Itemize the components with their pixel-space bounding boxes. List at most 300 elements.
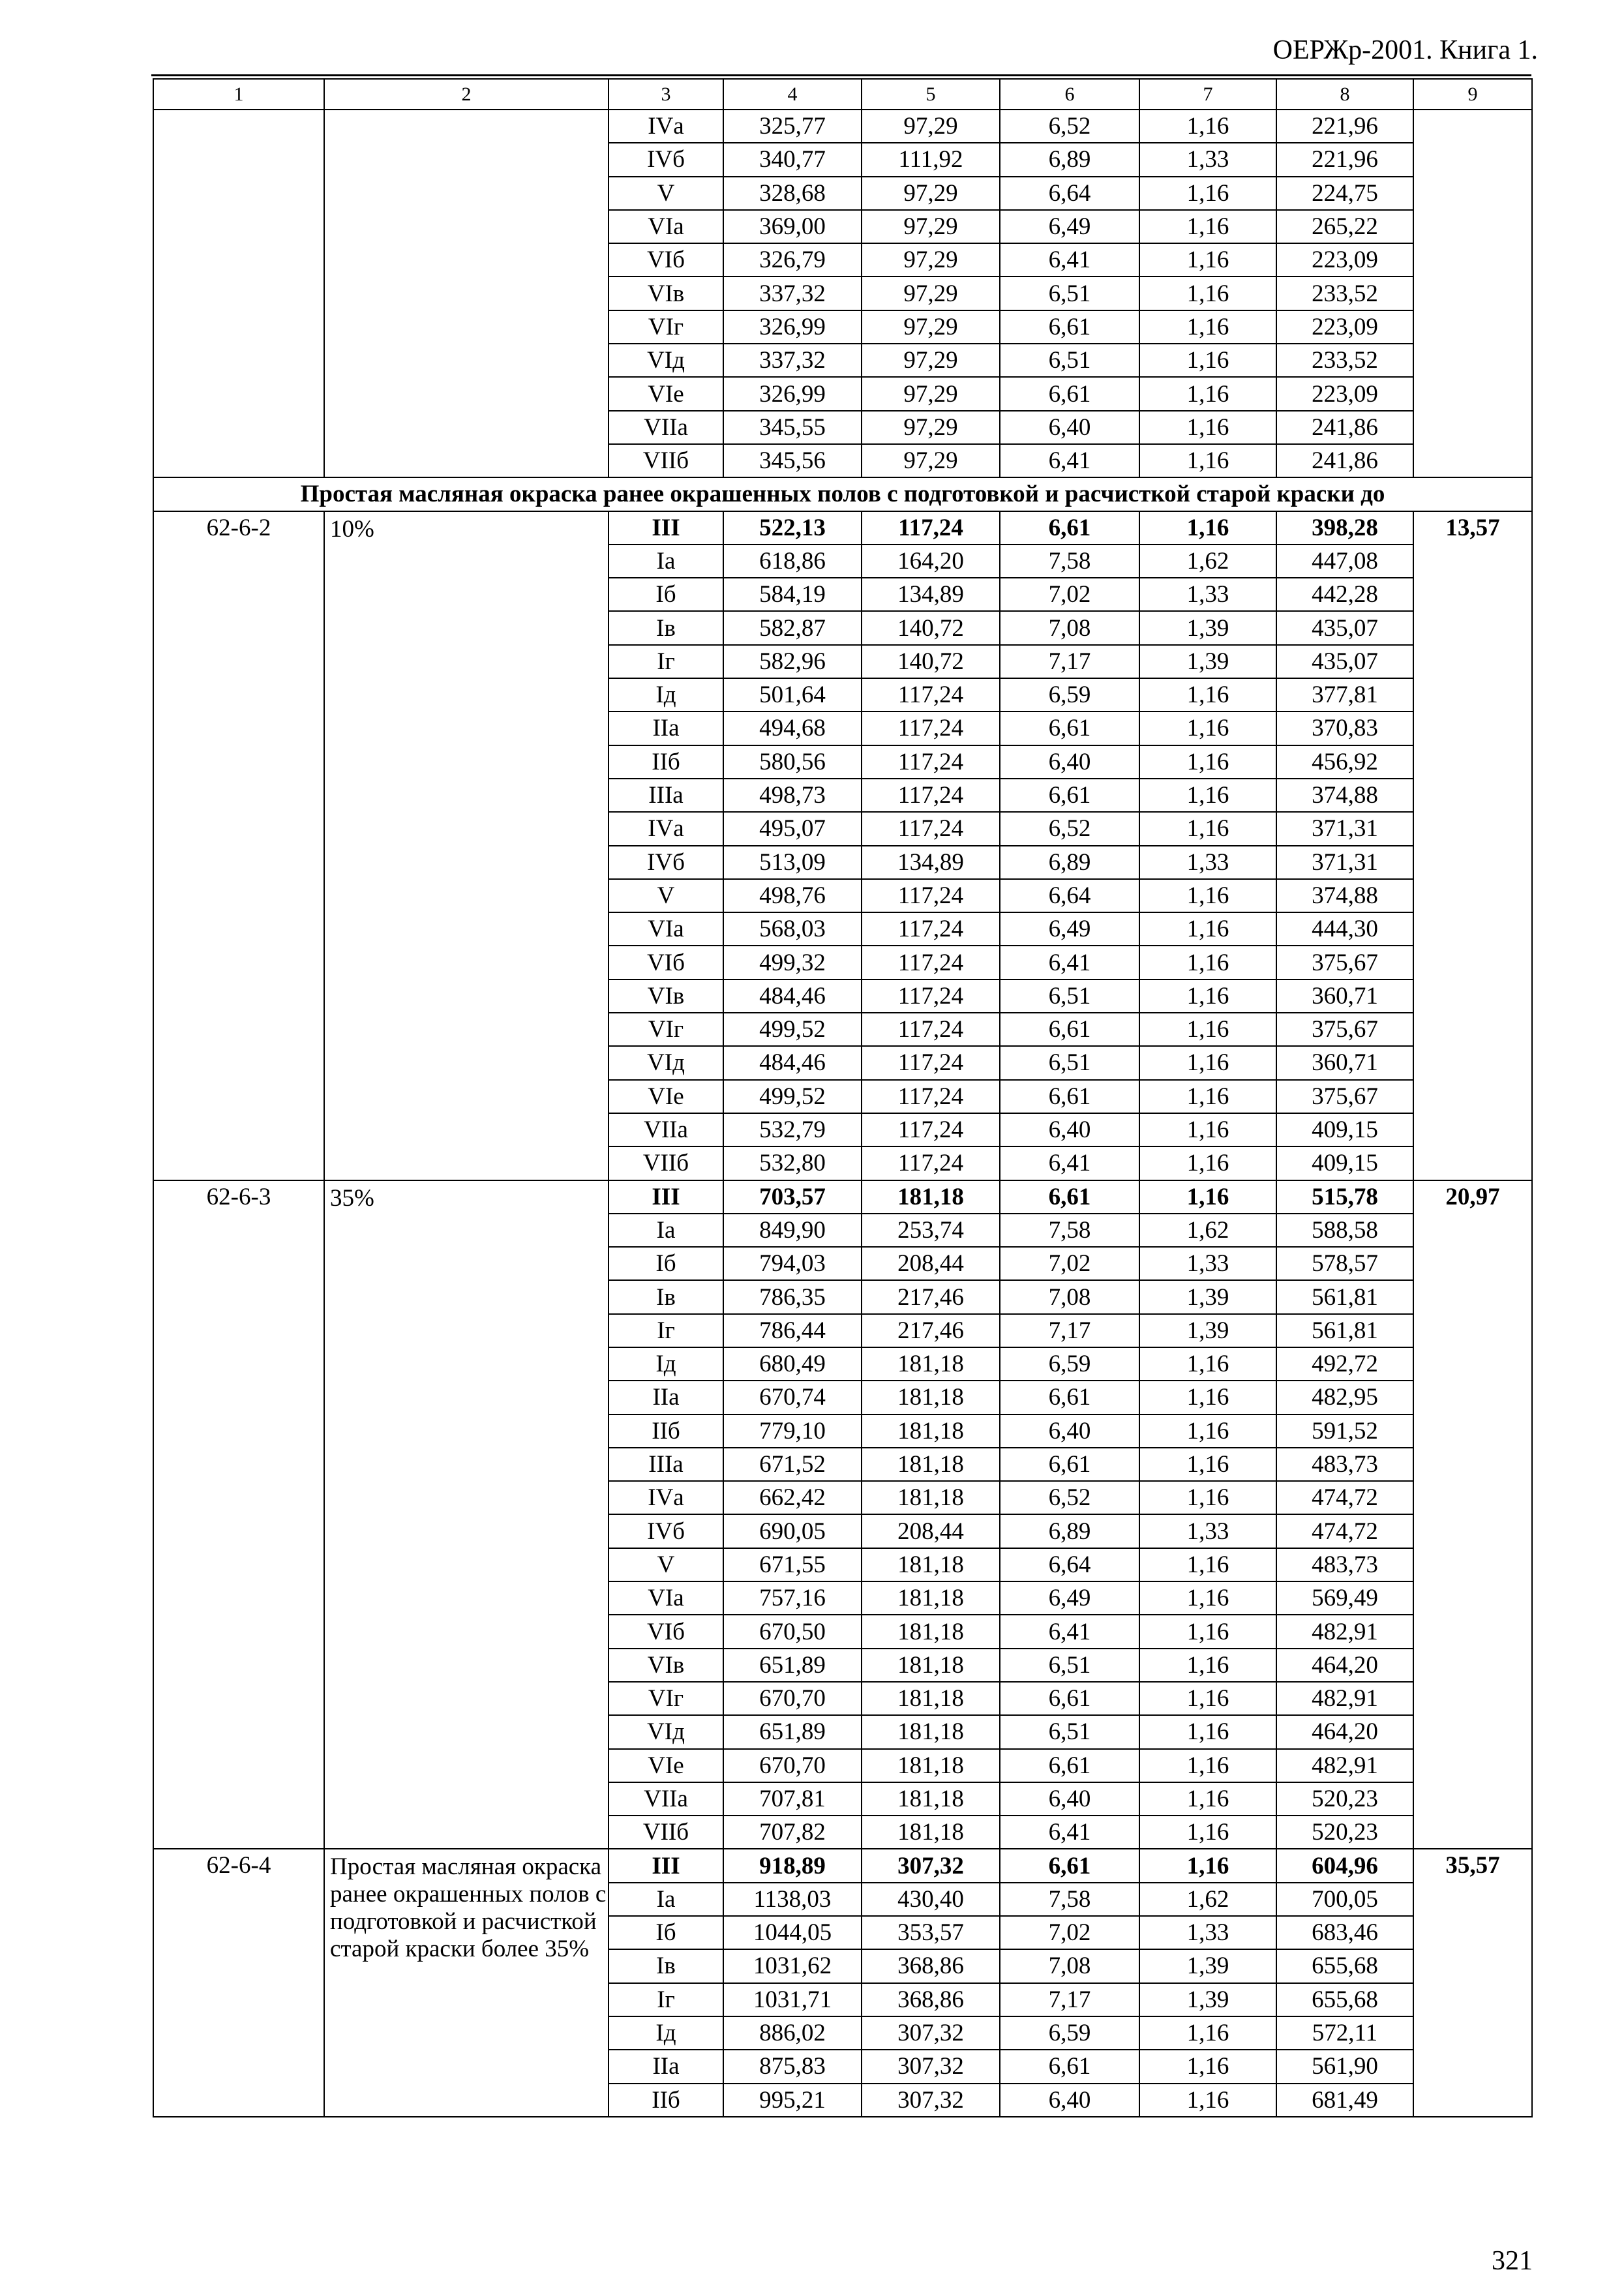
zone-cell: VIIб — [609, 1146, 723, 1180]
value-cell: 375,67 — [1276, 1080, 1413, 1113]
value-cell: 223,09 — [1276, 310, 1413, 344]
table-row — [153, 1849, 1532, 1882]
value-cell: 6,41 — [1000, 243, 1139, 277]
value-cell: 886,02 — [723, 2016, 862, 2050]
value-cell: 6,61 — [1000, 1013, 1139, 1046]
zone-cell: Iд — [609, 678, 723, 711]
value-cell: 371,31 — [1276, 846, 1413, 879]
value-cell: 337,32 — [723, 277, 862, 310]
value-cell: 1,16 — [1139, 812, 1276, 845]
value-cell: 377,81 — [1276, 678, 1413, 711]
zone-cell: VIд — [609, 1715, 723, 1748]
value-cell: 671,55 — [723, 1548, 862, 1581]
value-cell: 368,86 — [862, 1983, 1000, 2016]
value-cell: 97,29 — [862, 177, 1000, 210]
value-cell: 181,18 — [862, 1749, 1000, 1782]
value-cell: 7,02 — [1000, 578, 1139, 611]
value-cell: 1,16 — [1139, 1046, 1276, 1079]
value-cell: 6,64 — [1000, 879, 1139, 912]
value-cell: 6,41 — [1000, 444, 1139, 477]
zone-cell: IIIа — [609, 1448, 723, 1481]
zone-cell: Iв — [609, 1949, 723, 1982]
value-cell: 7,08 — [1000, 1949, 1139, 1982]
zone-cell: VIIа — [609, 411, 723, 444]
value-cell: 757,16 — [723, 1581, 862, 1615]
zone-cell: III — [609, 1180, 723, 1214]
value-cell: 1,39 — [1139, 1280, 1276, 1313]
value-cell: 447,08 — [1276, 545, 1413, 578]
value-cell: 97,29 — [862, 310, 1000, 344]
zone-cell: VIа — [609, 1581, 723, 1615]
value-cell: 582,87 — [723, 611, 862, 644]
value-cell: 1,33 — [1139, 1514, 1276, 1548]
zone-cell: VIб — [609, 1615, 723, 1648]
value-cell: 307,32 — [862, 2084, 1000, 2117]
value-cell: 326,99 — [723, 310, 862, 344]
value-cell: 6,40 — [1000, 745, 1139, 779]
value-cell: 181,18 — [862, 1649, 1000, 1682]
value-cell: 1,16 — [1139, 1715, 1276, 1748]
value-cell: 117,24 — [862, 1046, 1000, 1079]
zone-cell: VIв — [609, 277, 723, 310]
value-cell: 569,49 — [1276, 1581, 1413, 1615]
value-cell: 561,90 — [1276, 2050, 1413, 2083]
zone-cell: Iг — [609, 1983, 723, 2016]
zone-cell: IVа — [609, 110, 723, 143]
value-cell: 1,39 — [1139, 1949, 1276, 1982]
value-cell: 360,71 — [1276, 1046, 1413, 1079]
value-cell: 1,16 — [1139, 1381, 1276, 1414]
value-cell: 117,24 — [862, 678, 1000, 711]
value-cell: 435,07 — [1276, 611, 1413, 644]
column-number: 7 — [1139, 79, 1276, 110]
value-cell: 513,09 — [723, 846, 862, 879]
table-row — [153, 511, 1532, 545]
column-number: 2 — [324, 79, 609, 110]
value-cell: 1,16 — [1139, 2084, 1276, 2117]
value-cell: 140,72 — [862, 645, 1000, 678]
value-cell: 6,52 — [1000, 1481, 1139, 1514]
value-cell: 670,50 — [723, 1615, 862, 1648]
value-cell: 6,51 — [1000, 1715, 1139, 1748]
table-row — [153, 1180, 1532, 1214]
column-number: 6 — [1000, 79, 1139, 110]
value-cell: 1,62 — [1139, 545, 1276, 578]
value-cell: 6,64 — [1000, 177, 1139, 210]
zone-cell: VIд — [609, 1046, 723, 1079]
value-cell: 6,61 — [1000, 711, 1139, 745]
value-cell: 499,32 — [723, 946, 862, 979]
value-cell: 97,29 — [862, 277, 1000, 310]
value-cell: 1,39 — [1139, 1314, 1276, 1347]
value-cell: 6,61 — [1000, 1080, 1139, 1113]
value-cell: 1,16 — [1139, 344, 1276, 377]
zone-cell: VIа — [609, 912, 723, 946]
value-cell: 670,70 — [723, 1749, 862, 1782]
value-cell: 6,41 — [1000, 1615, 1139, 1648]
value-cell: 223,09 — [1276, 243, 1413, 277]
value-cell: 494,68 — [723, 711, 862, 745]
value-cell: 369,00 — [723, 210, 862, 243]
zone-cell: Iб — [609, 578, 723, 611]
value-cell: 181,18 — [862, 1816, 1000, 1849]
col9-cell: 35,57 — [1413, 1849, 1532, 2116]
value-cell: 1031,62 — [723, 1949, 862, 1982]
value-cell: 1,16 — [1139, 779, 1276, 812]
zone-cell: VIг — [609, 310, 723, 344]
value-cell: 1,16 — [1139, 377, 1276, 410]
value-cell: 97,29 — [862, 411, 1000, 444]
zone-cell: Iб — [609, 1247, 723, 1280]
value-cell: 117,24 — [862, 511, 1000, 545]
value-cell: 651,89 — [723, 1649, 862, 1682]
value-cell: 97,29 — [862, 110, 1000, 143]
value-cell: 1,16 — [1139, 1615, 1276, 1648]
value-cell: 307,32 — [862, 2016, 1000, 2050]
value-cell: 1,33 — [1139, 578, 1276, 611]
zone-cell: VIIа — [609, 1113, 723, 1146]
value-cell: 6,52 — [1000, 110, 1139, 143]
value-cell: 340,77 — [723, 143, 862, 176]
value-cell: 520,23 — [1276, 1782, 1413, 1816]
value-cell: 7,17 — [1000, 645, 1139, 678]
value-cell: 501,64 — [723, 678, 862, 711]
column-number: 4 — [723, 79, 862, 110]
value-cell: 1,16 — [1139, 1180, 1276, 1214]
value-cell: 918,89 — [723, 1849, 862, 1882]
zone-cell: VIIб — [609, 444, 723, 477]
zone-cell: IIIа — [609, 779, 723, 812]
zone-cell: IVа — [609, 812, 723, 845]
col9-cell: 20,97 — [1413, 1180, 1532, 1849]
value-cell: 1,16 — [1139, 1347, 1276, 1381]
value-cell: 6,41 — [1000, 1816, 1139, 1849]
value-cell: 181,18 — [862, 1581, 1000, 1615]
value-cell: 6,61 — [1000, 511, 1139, 545]
zone-cell: IVа — [609, 1481, 723, 1514]
value-cell: 464,20 — [1276, 1649, 1413, 1682]
value-cell: 430,40 — [862, 1883, 1000, 1916]
zone-cell: VIIб — [609, 1816, 723, 1849]
code-cell: 62-6-4 — [153, 1849, 324, 2116]
value-cell: 1,16 — [1139, 444, 1276, 477]
value-cell: 1,16 — [1139, 1481, 1276, 1514]
value-cell: 6,51 — [1000, 980, 1139, 1013]
value-cell: 498,76 — [723, 879, 862, 912]
zone-cell: Iа — [609, 1214, 723, 1247]
zone-cell: VIг — [609, 1013, 723, 1046]
zone-cell: IIа — [609, 2050, 723, 2083]
value-cell: 1,16 — [1139, 1749, 1276, 1782]
value-cell: 6,41 — [1000, 1146, 1139, 1180]
value-cell: 572,11 — [1276, 2016, 1413, 2050]
zone-cell: IIб — [609, 745, 723, 779]
zone-cell: IVб — [609, 1514, 723, 1548]
value-cell: 221,96 — [1276, 110, 1413, 143]
zone-cell: VIб — [609, 243, 723, 277]
value-cell: 1,16 — [1139, 2016, 1276, 2050]
value-cell: 582,96 — [723, 645, 862, 678]
value-cell: 483,73 — [1276, 1548, 1413, 1581]
zone-cell: Iд — [609, 2016, 723, 2050]
value-cell: 442,28 — [1276, 578, 1413, 611]
value-cell: 208,44 — [862, 1247, 1000, 1280]
value-cell: 651,89 — [723, 1715, 862, 1748]
value-cell: 1,16 — [1139, 411, 1276, 444]
value-cell: 217,46 — [862, 1314, 1000, 1347]
value-cell: 6,52 — [1000, 812, 1139, 845]
value-cell: 6,61 — [1000, 1849, 1139, 1882]
value-cell: 1,33 — [1139, 1247, 1276, 1280]
value-cell: 307,32 — [862, 2050, 1000, 2083]
value-cell: 326,99 — [723, 377, 862, 410]
value-cell: 345,55 — [723, 411, 862, 444]
value-cell: 97,29 — [862, 243, 1000, 277]
value-cell: 233,52 — [1276, 277, 1413, 310]
value-cell: 522,13 — [723, 511, 862, 545]
value-cell: 117,24 — [862, 912, 1000, 946]
value-cell: 515,78 — [1276, 1180, 1413, 1214]
value-cell: 670,74 — [723, 1381, 862, 1414]
value-cell: 117,24 — [862, 1113, 1000, 1146]
value-cell: 484,46 — [723, 1046, 862, 1079]
zone-cell: III — [609, 1849, 723, 1882]
value-cell: 7,08 — [1000, 1280, 1139, 1313]
value-cell: 6,61 — [1000, 1448, 1139, 1481]
value-cell: 1,16 — [1139, 1816, 1276, 1849]
value-cell: 1,39 — [1139, 645, 1276, 678]
zone-cell: VIв — [609, 980, 723, 1013]
value-cell: 1,16 — [1139, 2050, 1276, 2083]
value-cell: 6,51 — [1000, 277, 1139, 310]
value-cell: 498,73 — [723, 779, 862, 812]
value-cell: 241,86 — [1276, 444, 1413, 477]
value-cell: 97,29 — [862, 210, 1000, 243]
value-cell: 6,61 — [1000, 377, 1139, 410]
zone-cell: Iв — [609, 1280, 723, 1313]
value-cell: 6,61 — [1000, 310, 1139, 344]
value-cell: 111,92 — [862, 143, 1000, 176]
value-cell: 337,32 — [723, 344, 862, 377]
value-cell: 6,89 — [1000, 1514, 1139, 1548]
value-cell: 484,46 — [723, 980, 862, 1013]
value-cell: 117,24 — [862, 1013, 1000, 1046]
value-cell: 370,83 — [1276, 711, 1413, 745]
value-cell: 6,61 — [1000, 1682, 1139, 1715]
value-cell: 181,18 — [862, 1347, 1000, 1381]
value-cell: 353,57 — [862, 1916, 1000, 1949]
value-cell: 117,24 — [862, 711, 1000, 745]
value-cell: 253,74 — [862, 1214, 1000, 1247]
value-cell: 495,07 — [723, 812, 862, 845]
zone-cell: IIб — [609, 1414, 723, 1448]
value-cell: 223,09 — [1276, 377, 1413, 410]
value-cell: 1,16 — [1139, 511, 1276, 545]
rates-table — [153, 78, 1533, 2117]
column-number-row — [153, 79, 1532, 110]
description-cell — [324, 110, 609, 477]
description-cell: Простая масляная окраска ранее окрашенных полов с подготовкой и расчисткой старой краски более 35% — [324, 1849, 609, 2116]
value-cell: 233,52 — [1276, 344, 1413, 377]
value-cell: 6,51 — [1000, 1046, 1139, 1079]
zone-cell: III — [609, 511, 723, 545]
value-cell: 1,16 — [1139, 1448, 1276, 1481]
value-cell: 1,62 — [1139, 1214, 1276, 1247]
value-cell: 117,24 — [862, 779, 1000, 812]
value-cell: 265,22 — [1276, 210, 1413, 243]
value-cell: 703,57 — [723, 1180, 862, 1214]
value-cell: 1,16 — [1139, 711, 1276, 745]
value-cell: 6,49 — [1000, 912, 1139, 946]
value-cell: 1,16 — [1139, 277, 1276, 310]
value-cell: 794,03 — [723, 1247, 862, 1280]
value-cell: 409,15 — [1276, 1146, 1413, 1180]
value-cell: 181,18 — [862, 1782, 1000, 1816]
value-cell: 117,24 — [862, 745, 1000, 779]
value-cell: 474,72 — [1276, 1481, 1413, 1514]
header-rule — [151, 74, 1531, 76]
value-cell: 580,56 — [723, 745, 862, 779]
value-cell: 241,86 — [1276, 411, 1413, 444]
description-cell: 35% — [324, 1180, 609, 1849]
value-cell: 1,16 — [1139, 210, 1276, 243]
value-cell: 700,05 — [1276, 1883, 1413, 1916]
value-cell: 561,81 — [1276, 1314, 1413, 1347]
value-cell: 1,16 — [1139, 1682, 1276, 1715]
value-cell: 1,16 — [1139, 110, 1276, 143]
value-cell: 707,82 — [723, 1816, 862, 1849]
column-number: 1 — [153, 79, 324, 110]
value-cell: 1,16 — [1139, 1649, 1276, 1682]
value-cell: 117,24 — [862, 812, 1000, 845]
value-cell: 374,88 — [1276, 879, 1413, 912]
value-cell: 578,57 — [1276, 1247, 1413, 1280]
value-cell: 221,96 — [1276, 143, 1413, 176]
zone-cell: Iд — [609, 1347, 723, 1381]
zone-cell: VIIа — [609, 1782, 723, 1816]
value-cell: 307,32 — [862, 1849, 1000, 1882]
value-cell: 7,58 — [1000, 1214, 1139, 1247]
value-cell: 532,79 — [723, 1113, 862, 1146]
value-cell: 707,81 — [723, 1782, 862, 1816]
value-cell: 181,18 — [862, 1414, 1000, 1448]
value-cell: 786,44 — [723, 1314, 862, 1347]
value-cell: 6,49 — [1000, 210, 1139, 243]
value-cell: 6,61 — [1000, 2050, 1139, 2083]
value-cell: 6,40 — [1000, 1113, 1139, 1146]
value-cell: 7,58 — [1000, 1883, 1139, 1916]
value-cell: 6,40 — [1000, 1414, 1139, 1448]
value-cell: 7,02 — [1000, 1916, 1139, 1949]
value-cell: 224,75 — [1276, 177, 1413, 210]
value-cell: 6,59 — [1000, 1347, 1139, 1381]
value-cell: 97,29 — [862, 344, 1000, 377]
value-cell: 1,16 — [1139, 1548, 1276, 1581]
value-cell: 1,16 — [1139, 177, 1276, 210]
value-cell: 6,89 — [1000, 143, 1139, 176]
section-title-row — [153, 477, 1532, 511]
col9-cell — [1413, 110, 1532, 477]
document-header-title: ОЕРЖр-2001. Книга 1. — [1272, 35, 1538, 65]
value-cell: 181,18 — [862, 1180, 1000, 1214]
value-cell: 1,16 — [1139, 678, 1276, 711]
value-cell: 1,33 — [1139, 846, 1276, 879]
value-cell: 588,58 — [1276, 1214, 1413, 1247]
value-cell: 7,17 — [1000, 1314, 1139, 1347]
value-cell: 208,44 — [862, 1514, 1000, 1548]
value-cell: 464,20 — [1276, 1715, 1413, 1748]
value-cell: 97,29 — [862, 444, 1000, 477]
value-cell: 97,29 — [862, 377, 1000, 410]
column-number: 8 — [1276, 79, 1413, 110]
value-cell: 375,67 — [1276, 1013, 1413, 1046]
value-cell: 326,79 — [723, 243, 862, 277]
value-cell: 1,16 — [1139, 1080, 1276, 1113]
value-cell: 6,40 — [1000, 1782, 1139, 1816]
value-cell: 371,31 — [1276, 812, 1413, 845]
value-cell: 374,88 — [1276, 779, 1413, 812]
col9-cell: 13,57 — [1413, 511, 1532, 1180]
value-cell: 398,28 — [1276, 511, 1413, 545]
value-cell: 6,61 — [1000, 1381, 1139, 1414]
value-cell: 671,52 — [723, 1448, 862, 1481]
value-cell: 482,91 — [1276, 1615, 1413, 1648]
value-cell: 1,62 — [1139, 1883, 1276, 1916]
value-cell: 584,19 — [723, 578, 862, 611]
zone-cell: IVб — [609, 846, 723, 879]
value-cell: 875,83 — [723, 2050, 862, 2083]
zone-cell: IVб — [609, 143, 723, 176]
zone-cell: VIв — [609, 1649, 723, 1682]
value-cell: 1,16 — [1139, 946, 1276, 979]
value-cell: 849,90 — [723, 1214, 862, 1247]
column-number: 9 — [1413, 79, 1532, 110]
value-cell: 6,49 — [1000, 1581, 1139, 1615]
value-cell: 181,18 — [862, 1448, 1000, 1481]
value-cell: 482,91 — [1276, 1682, 1413, 1715]
value-cell: 7,02 — [1000, 1247, 1139, 1280]
zone-cell: IIа — [609, 711, 723, 745]
value-cell: 375,67 — [1276, 946, 1413, 979]
value-cell: 6,61 — [1000, 1180, 1139, 1214]
zone-cell: V — [609, 879, 723, 912]
value-cell: 181,18 — [862, 1615, 1000, 1648]
value-cell: 1,16 — [1139, 1581, 1276, 1615]
value-cell: 435,07 — [1276, 645, 1413, 678]
value-cell: 499,52 — [723, 1080, 862, 1113]
value-cell: 681,49 — [1276, 2084, 1413, 2117]
section-title: Простая масляная окраска ранее окрашенных полов с подготовкой и расчисткой старой краски до — [153, 477, 1532, 511]
value-cell: 360,71 — [1276, 980, 1413, 1013]
value-cell: 1,16 — [1139, 980, 1276, 1013]
value-cell: 492,72 — [1276, 1347, 1413, 1381]
value-cell: 140,72 — [862, 611, 1000, 644]
zone-cell: Iг — [609, 1314, 723, 1347]
value-cell: 1,16 — [1139, 1113, 1276, 1146]
zone-cell: VIа — [609, 210, 723, 243]
value-cell: 6,61 — [1000, 779, 1139, 812]
value-cell: 1031,71 — [723, 1983, 862, 2016]
value-cell: 779,10 — [723, 1414, 862, 1448]
value-cell: 456,92 — [1276, 745, 1413, 779]
value-cell: 6,40 — [1000, 411, 1139, 444]
code-cell — [153, 110, 324, 477]
zone-cell: VIд — [609, 344, 723, 377]
value-cell: 328,68 — [723, 177, 862, 210]
value-cell: 6,64 — [1000, 1548, 1139, 1581]
value-cell: 482,95 — [1276, 1381, 1413, 1414]
value-cell: 655,68 — [1276, 1983, 1413, 2016]
